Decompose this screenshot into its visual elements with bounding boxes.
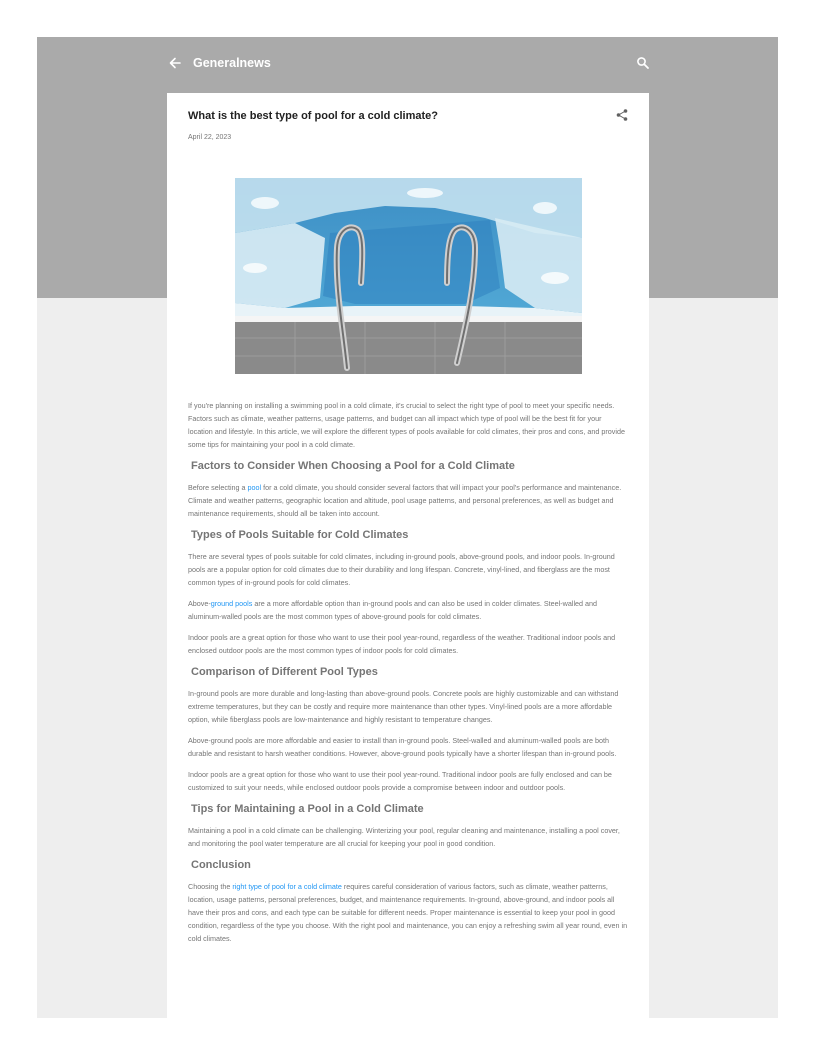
post-body — [188, 399, 628, 953]
intro-paragraph: If you're planning on installing a swimming pool in a cold climate, it's crucial to select the right type of pool to meet your specific needs. Factors such as climate, weather patterns, usage patterns, and budget can all impact which type of pool will be the best fit for your location and lifestyle. In this article, we will explore the different types of pools available for cold climates, their pros and cons, and provide some tips for maintaining your pool in a cold climate. — [188, 401, 625, 449]
text-span: requires careful consideration of various factors, such as climate, weather patterns, location, usage patterns, personal preferences, budget, and maintenance requirements. In-ground, above-ground, and indoor pools all have their pros and cons, and each type can be suitable for different needs. Proper maintenance is essential to keep your pool in good condition, regardless of the type you choose. With the right pool and maintenance, you can enjoy a refreshing swim all year round, even in cold climates. — [188, 882, 628, 943]
blog-title[interactable]: Generalnews — [193, 56, 271, 70]
paragraph-types-3: Indoor pools are a great option for those who want to use their pool year-round, regardless of the weather. Traditional indoor pools and enclosed outdoor pools are the most common types of indoor pools for cold climates. — [188, 633, 616, 655]
right-type-pool-link[interactable]: right type of pool for a cold climate — [232, 882, 342, 891]
paragraph-compare-2: Above-ground pools are more affordable and easier to install than in-ground pools. Steel-walled and aluminum-walled pools are both durable and resistant to harsh weather conditions. However, above-ground pools typically have a shorter lifespan than in-ground pools. — [188, 736, 617, 758]
paragraph-compare-1: In-ground pools are more durable and long-lasting than above-ground pools. Concrete pools are highly customizable and can withstand extreme temperatures, but they can be costly and require more maintenance than other types. Vinyl-lined pools are a more affordable option, while fiberglass pools are low-maintenance and highly resistant to temperature changes. — [188, 689, 619, 724]
ground-pools-link[interactable]: ground pools — [210, 599, 253, 608]
arrow-left-icon[interactable] — [167, 55, 183, 71]
pool-link[interactable]: pool — [247, 483, 262, 492]
frozen-pool-image — [235, 178, 582, 374]
text-span: are a more affordable option than in-ground pools and can also be used in colder climates. Steel-walled and aluminum-walled pools are the most common types of above-ground pools for cold climates. — [188, 599, 598, 621]
post-title: What is the best type of pool for a cold climate? — [188, 110, 438, 122]
heading-types: Types of Pools Suitable for Cold Climates — [191, 529, 409, 541]
paragraph-conclusion — [188, 880, 628, 945]
share-icon[interactable] — [615, 108, 629, 122]
text-span: Before selecting a — [188, 483, 248, 492]
heading-factors: Factors to Consider When Choosing a Pool for a Cold Climate — [191, 460, 515, 472]
post-date: April 22, 2023 — [188, 134, 232, 141]
paragraph-tips: Maintaining a pool in a cold climate can be challenging. Winterizing your pool, regular cleaning and maintenance, installing a pool cover, and monitoring the pool water temperature are all crucial for keeping your pool in good condition. — [188, 826, 620, 848]
text-span: Choosing the — [188, 882, 233, 891]
text-span: Above- — [188, 599, 211, 608]
paragraph-compare-3: Indoor pools are a great option for those who want to use their pool year-round. Traditional indoor pools are fully enclosed and can be customized to suit your needs, while enclosed outdoor pools provide a compromise between indoor and outdoor pools. — [188, 770, 612, 792]
heading-tips: Tips for Maintaining a Pool in a Cold Climate — [191, 803, 424, 815]
page-frame — [37, 37, 778, 1018]
text-span: for a cold climate, you should consider several factors that will impact your pool's performance and maintenance. Climate and weather patterns, geographic location and altitude, pool usage patterns, and personal preferences, as well as budget and maintenance requirements, should all be taken into account. — [188, 483, 622, 518]
post-card — [167, 93, 649, 1018]
paragraph-factors — [188, 481, 628, 520]
paragraph-types-2 — [188, 597, 628, 623]
search-icon[interactable] — [636, 56, 650, 70]
heading-comparison: Comparison of Different Pool Types — [191, 666, 378, 678]
heading-conclusion: Conclusion — [191, 859, 251, 871]
paragraph-types-1: There are several types of pools suitable for cold climates, including in-ground pools, above-ground pools, and indoor pools. In-ground pools are a popular option for cold climates due to their durability and long lifespan. Concrete, vinyl-lined, and fiberglass are the most common types of in-ground pools for cold climates. — [188, 552, 615, 587]
